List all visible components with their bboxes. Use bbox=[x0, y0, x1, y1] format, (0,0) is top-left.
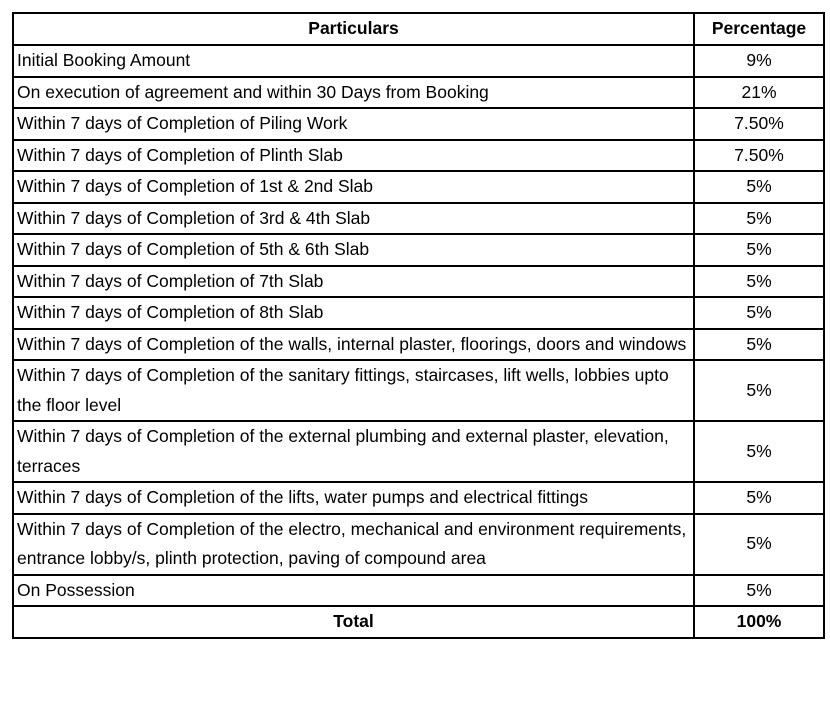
particular-cell: Within 7 days of Completion of 1st & 2nd Slab bbox=[13, 171, 694, 203]
particular-cell: Within 7 days of Completion of 7th Slab bbox=[13, 266, 694, 298]
total-percentage: 100% bbox=[694, 606, 824, 638]
particular-cell: Within 7 days of Completion of the lifts, water pumps and electrical fittings bbox=[13, 482, 694, 514]
particular-cell: On execution of agreement and within 30 Days from Booking bbox=[13, 77, 694, 109]
total-label: Total bbox=[13, 606, 694, 638]
percentage-cell: 5% bbox=[694, 266, 824, 298]
particular-cell: Within 7 days of Completion of the sanitary fittings, staircases, lift wells, lobbies upto the floor level bbox=[13, 360, 694, 421]
particular-cell: Within 7 days of Completion of Plinth Slab bbox=[13, 140, 694, 172]
percentage-cell: 5% bbox=[694, 482, 824, 514]
particular-cell: Within 7 days of Completion of 8th Slab bbox=[13, 297, 694, 329]
table-row bbox=[13, 297, 824, 329]
table-row bbox=[13, 329, 824, 361]
percentage-cell: 5% bbox=[694, 297, 824, 329]
particulars-header: Particulars bbox=[13, 13, 694, 45]
percentage-header: Percentage bbox=[694, 13, 824, 45]
percentage-cell: 5% bbox=[694, 575, 824, 607]
particular-cell: Within 7 days of Completion of 5th & 6th Slab bbox=[13, 234, 694, 266]
table-row bbox=[13, 203, 824, 235]
table-row bbox=[13, 266, 824, 298]
percentage-cell: 5% bbox=[694, 203, 824, 235]
header-row bbox=[13, 13, 824, 45]
percentage-cell: 5% bbox=[694, 234, 824, 266]
table-row bbox=[13, 360, 824, 421]
table-row bbox=[13, 140, 824, 172]
table-row bbox=[13, 108, 824, 140]
percentage-cell: 5% bbox=[694, 514, 824, 575]
percentage-cell: 5% bbox=[694, 360, 824, 421]
percentage-cell: 5% bbox=[694, 171, 824, 203]
table-row bbox=[13, 77, 824, 109]
total-row bbox=[13, 606, 824, 638]
percentage-cell: 9% bbox=[694, 45, 824, 77]
table-row bbox=[13, 514, 824, 575]
particular-cell: Within 7 days of Completion of 3rd & 4th Slab bbox=[13, 203, 694, 235]
percentage-cell: 21% bbox=[694, 77, 824, 109]
particular-cell: Within 7 days of Completion of the walls, internal plaster, floorings, doors and windows bbox=[13, 329, 694, 361]
percentage-cell: 5% bbox=[694, 421, 824, 482]
percentage-cell: 5% bbox=[694, 329, 824, 361]
table-row bbox=[13, 171, 824, 203]
table-row bbox=[13, 234, 824, 266]
particular-cell: On Possession bbox=[13, 575, 694, 607]
table-row bbox=[13, 421, 824, 482]
percentage-cell: 7.50% bbox=[694, 108, 824, 140]
table-row bbox=[13, 482, 824, 514]
particular-cell: Within 7 days of Completion of Piling Work bbox=[13, 108, 694, 140]
particular-cell: Within 7 days of Completion of the external plumbing and external plaster, elevation, terraces bbox=[13, 421, 694, 482]
payment-schedule-table bbox=[12, 12, 825, 639]
percentage-cell: 7.50% bbox=[694, 140, 824, 172]
table-row bbox=[13, 45, 824, 77]
table-row bbox=[13, 575, 824, 607]
particular-cell: Within 7 days of Completion of the electro, mechanical and environment requirements, entrance lobby/s, plinth protection, paving of compound area bbox=[13, 514, 694, 575]
particular-cell: Initial Booking Amount bbox=[13, 45, 694, 77]
